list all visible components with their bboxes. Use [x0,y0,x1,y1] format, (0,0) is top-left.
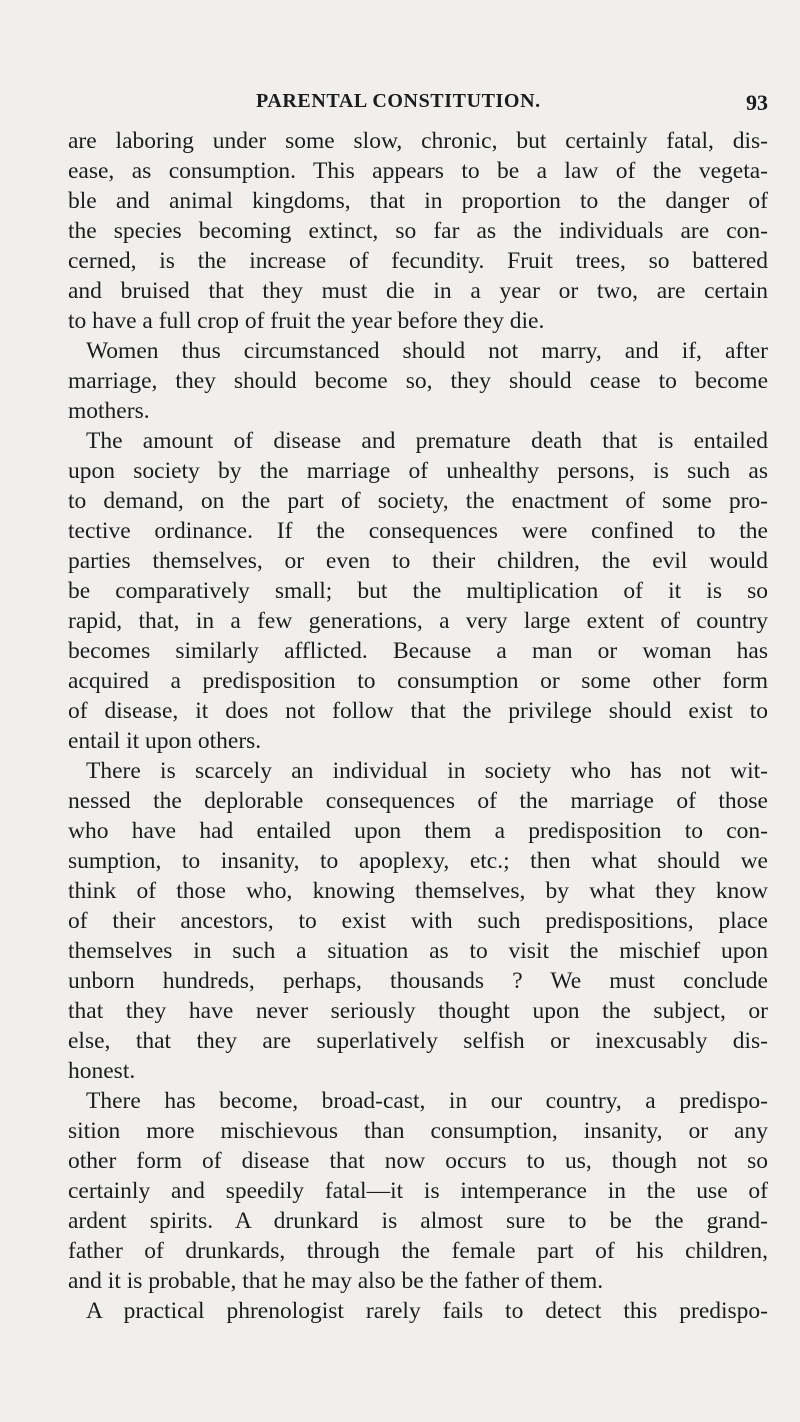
text-line: The amount of disease and premature death that is entailed [86,428,768,454]
text-line: that they have never seriously thought upon the subject, or [68,998,768,1024]
text-line: are laboring under some slow, chronic, but certainly fatal, dis- [68,128,768,154]
text-line: who have had entailed upon them a predisposition to con- [68,818,768,844]
text-line: parties themselves, or even to their children, the evil would [68,548,768,574]
body-text [68,126,768,1326]
paragraph [68,1086,768,1296]
text-line: Women thus circumstanced should not marry, and if, after [86,338,768,364]
text-line: to demand, on the part of society, the enactment of some pro- [68,488,768,514]
text-line: entail it upon others. [68,728,262,754]
text-line: There has become, broad-cast, in our country, a predispo- [86,1088,768,1114]
text-line: acquired a predisposition to consumption or some other form [68,668,768,694]
text-line: nessed the deplorable consequences of the marriage of those [68,788,768,814]
text-line: to have a full crop of fruit the year before they die. [68,308,545,334]
text-line: and bruised that they must die in a year or two, are certain [68,278,768,304]
text-line: A practical phrenologist rarely fails to detect this predispo- [86,1298,768,1324]
running-head: PARENTAL CONSTITUTION. [256,90,541,112]
text-line: There is scarcely an individual in society who has not wit- [86,758,768,784]
text-line: rapid, that, in a few generations, a very large extent of country [68,608,768,634]
text-line: think of those who, knowing themselves, by what they know [68,878,768,904]
text-line: cerned, is the increase of fecundity. Fruit trees, so battered [68,248,768,274]
text-line: sition more mischievous than consumption, insanity, or any [68,1118,768,1144]
text-line: of their ancestors, to exist with such predispositions, place [68,908,768,934]
text-line: marriage, they should become so, they should cease to become [68,368,768,394]
paragraph [68,1296,768,1326]
text-line: of disease, it does not follow that the privilege should exist to [68,698,768,724]
text-line: other form of disease that now occurs to us, though not so [68,1148,768,1174]
page-header [68,88,768,118]
paragraph [68,426,768,756]
text-line: certainly and speedily fatal—it is intemperance in the use of [68,1178,768,1204]
page-number: 93 [746,90,768,115]
paragraph [68,336,768,426]
text-line: and it is probable, that he may also be the father of them. [68,1268,604,1294]
text-line: ble and animal kingdoms, that in proportion to the danger of [68,188,768,214]
text-line: ardent spirits. A drunkard is almost sure to be the grand- [68,1208,768,1234]
text-line: the species becoming extinct, so far as the individuals are con- [68,218,768,244]
paragraph [68,126,768,336]
text-line: father of drunkards, through the female part of his children, [68,1238,768,1264]
text-line: unborn hundreds, perhaps, thousands ? We must conclude [68,968,768,994]
text-line: be comparatively small; but the multiplication of it is so [68,578,768,604]
text-line: sumption, to insanity, to apoplexy, etc.; then what should we [68,848,768,874]
paragraph [68,756,768,1086]
text-line: else, that they are superlatively selfish or inexcusably dis- [68,1028,768,1054]
text-line: becomes similarly afflicted. Because a man or woman has [68,638,768,664]
text-line: ease, as consumption. This appears to be a law of the vegeta- [68,158,768,184]
text-line: themselves in such a situation as to visit the mischief upon [68,938,768,964]
text-line: honest. [68,1058,136,1084]
text-line: tective ordinance. If the consequences were confined to the [68,518,768,544]
text-line: mothers. [68,398,150,424]
text-line: upon society by the marriage of unhealthy persons, is such as [68,458,768,484]
